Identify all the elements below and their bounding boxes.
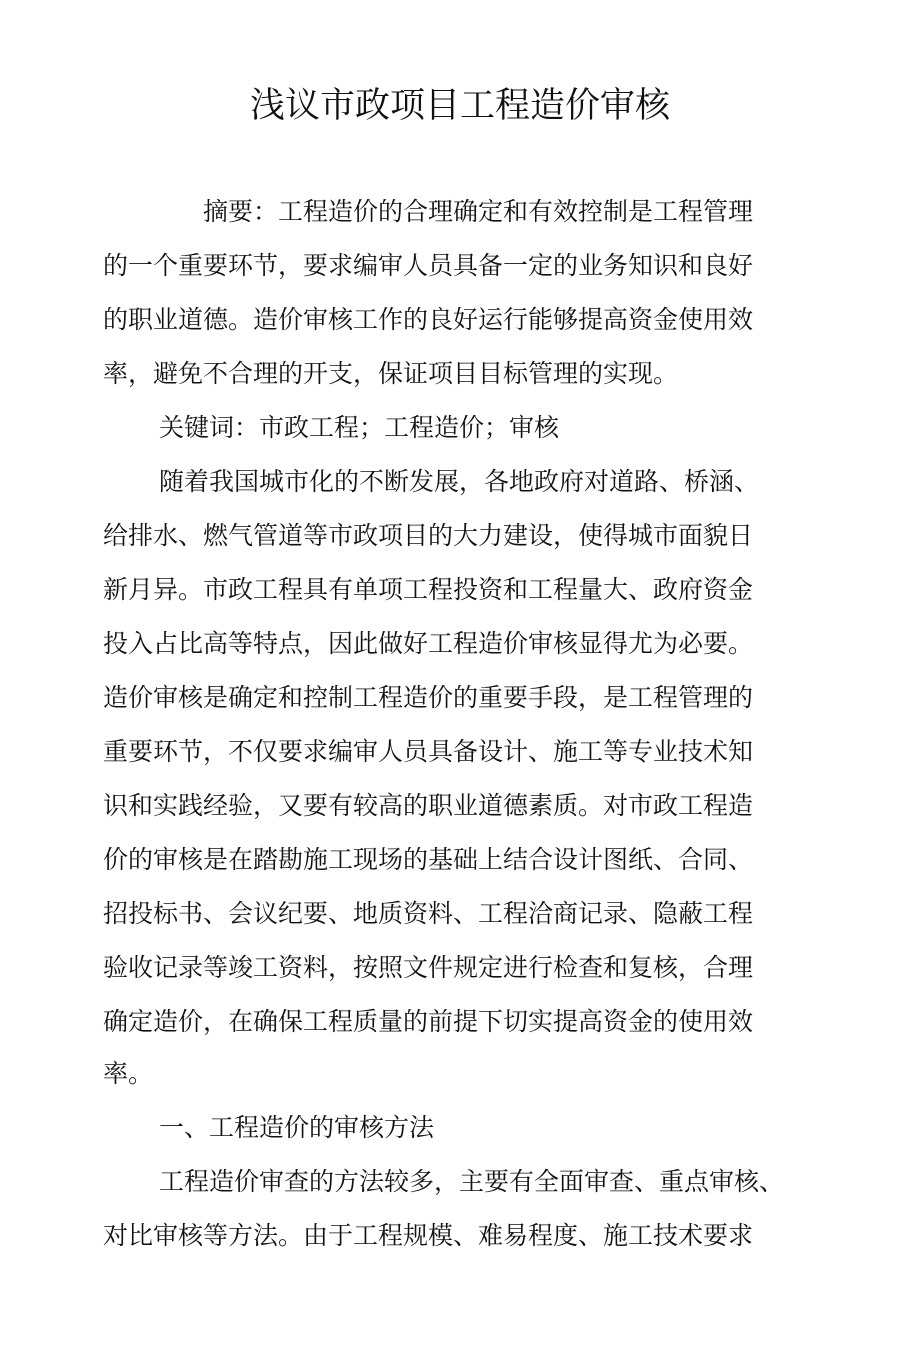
body-line-10: 验收记录等竣工资料，按照文件规定进行检查和复核，合理: [103, 953, 754, 982]
body-line-3: 新月异。市政工程具有单项工程投资和工程量大、政府资金: [103, 575, 754, 604]
body-line-11: 确定造价，在确保工程质量的前提下切实提高资金的使用效: [103, 1007, 754, 1036]
document-title: 浅议市政项目工程造价审核: [249, 86, 670, 126]
section-line-1: 工程造价审查的方法较多，主要有全面审查、重点审核、: [159, 1167, 785, 1196]
body-line-1: 随着我国城市化的不断发展，各地政府对道路、桥涵、: [159, 467, 760, 496]
abstract-line-1: 摘要：工程造价的合理确定和有效控制是工程管理: [203, 197, 754, 226]
section-line-2: 对比审核等方法。由于工程规模、难易程度、施工技术要求: [103, 1221, 754, 1250]
body-line-8: 价的审核是在踏勘施工现场的基础上结合设计图纸、合同、: [103, 845, 754, 874]
section-heading-1: 一、工程造价的审核方法: [159, 1113, 435, 1142]
body-line-9: 招投标书、会议纪要、地质资料、工程洽商记录、隐蔽工程: [103, 899, 754, 928]
abstract-line-2: 的一个重要环节，要求编审人员具备一定的业务知识和良好: [103, 251, 754, 280]
keywords-line: 关键词：市政工程；工程造价；审核: [159, 413, 560, 442]
body-line-5: 造价审核是确定和控制工程造价的重要手段，是工程管理的: [103, 683, 754, 712]
body-line-4: 投入占比高等特点，因此做好工程造价审核显得尤为必要。: [103, 629, 754, 658]
abstract-line-4: 率，避免不合理的开支，保证项目目标管理的实现。: [103, 359, 679, 388]
body-line-2: 给排水、燃气管道等市政项目的大力建设，使得城市面貌日: [103, 521, 754, 550]
body-line-7: 识和实践经验，又要有较高的职业道德素质。对市政工程造: [103, 791, 754, 820]
abstract-line-3: 的职业道德。造价审核工作的良好运行能够提高资金使用效: [103, 305, 754, 334]
body-line-6: 重要环节，不仅要求编审人员具备设计、施工等专业技术知: [103, 737, 754, 766]
body-line-12: 率。: [103, 1059, 154, 1088]
